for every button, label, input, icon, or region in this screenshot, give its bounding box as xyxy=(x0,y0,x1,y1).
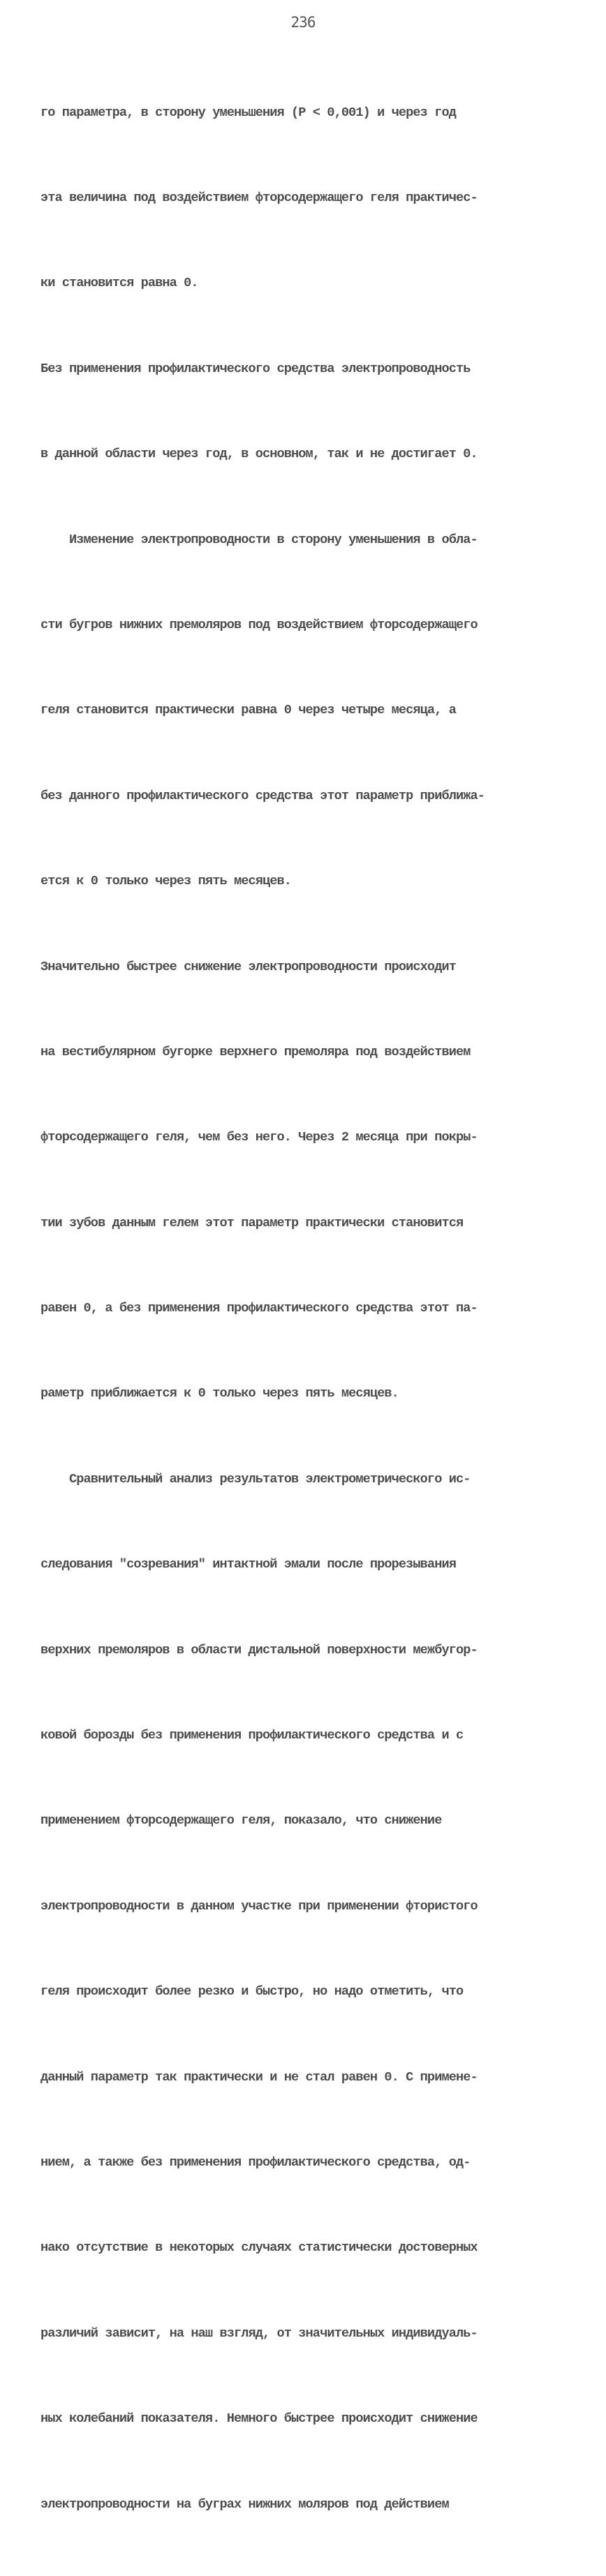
text-line: фторсодержащего геля, чем без него. Через 2 месяца при покры- xyxy=(40,1130,478,1145)
text-line: Значительно быстрее снижение электропроводности происходит xyxy=(40,959,456,974)
text-line: сти бугров нижних премоляров под воздействием фторсодержащего xyxy=(40,617,478,632)
text-line: Изменение электропроводности в сторону уменьшения в обла- xyxy=(40,532,478,547)
text-line: данный параметр так практически и не стал равен 0. С примене- xyxy=(40,2069,478,2085)
text-line: эта величина под воздействием фторсодержащего геля практичес- xyxy=(40,190,478,205)
text-line: нако отсутствие в некоторых случаях статистически достоверных xyxy=(40,2240,478,2256)
text-line: геля происходит более резко и быстро, но надо отметить, что xyxy=(40,1984,464,2000)
text-line: применением фторсодержащего геля, показало, что снижение xyxy=(40,1813,442,1829)
page-number: 236 xyxy=(290,14,316,31)
text-line: Без применения профилактического средства электропроводность xyxy=(40,361,471,376)
text-line: следования "созревания" интактной эмали после прорезывания xyxy=(40,1557,456,1572)
text-line: ки становится равна 0. xyxy=(40,276,198,291)
text-line: верхних премоляров в области дистальной поверхности межбугор- xyxy=(40,1642,478,1658)
text-line: ковой борозды без применения профилактического средства и с xyxy=(40,1728,464,1743)
body-text xyxy=(40,42,571,2576)
text-line: геля становится практически равна 0 через четыре месяца, а xyxy=(40,703,456,718)
text-line: нием, а также без применения профилактического средства, од- xyxy=(40,2154,471,2170)
text-line: электропроводности на буграх нижних моляров под действием xyxy=(40,2496,449,2512)
text-line: раметр приближается к 0 только через пять месяцев. xyxy=(40,1386,399,1401)
text-line: го параметра, в сторону уменьшения (P < 0,001) и через год xyxy=(40,105,456,120)
text-line: без данного профилактического средства этот параметр приближа- xyxy=(40,788,485,803)
text-line: Сравнительный анализ результатов электрометрического ис- xyxy=(40,1471,471,1487)
text-line: в данной области через год, в основном, так и не достигает 0. xyxy=(40,447,478,462)
text-line: равен 0, а без применения профилактического средства этот па- xyxy=(40,1301,478,1316)
text-line: ется к 0 только через пять месяцев. xyxy=(40,874,292,889)
text-line: электропроводности в данном участке при применении фтористого xyxy=(40,1898,478,1914)
text-line: тии зубов данным гелем этот параметр практически становится xyxy=(40,1215,464,1230)
text-line: ных колебаний показателя. Немного быстрее происходит снижение xyxy=(40,2411,478,2427)
text-line: на вестибулярном бугорке верхнего премоляра под воздействием xyxy=(40,1044,471,1059)
text-line: различий зависит, на наш взгляд, от значительных индивидуаль- xyxy=(40,2325,478,2341)
